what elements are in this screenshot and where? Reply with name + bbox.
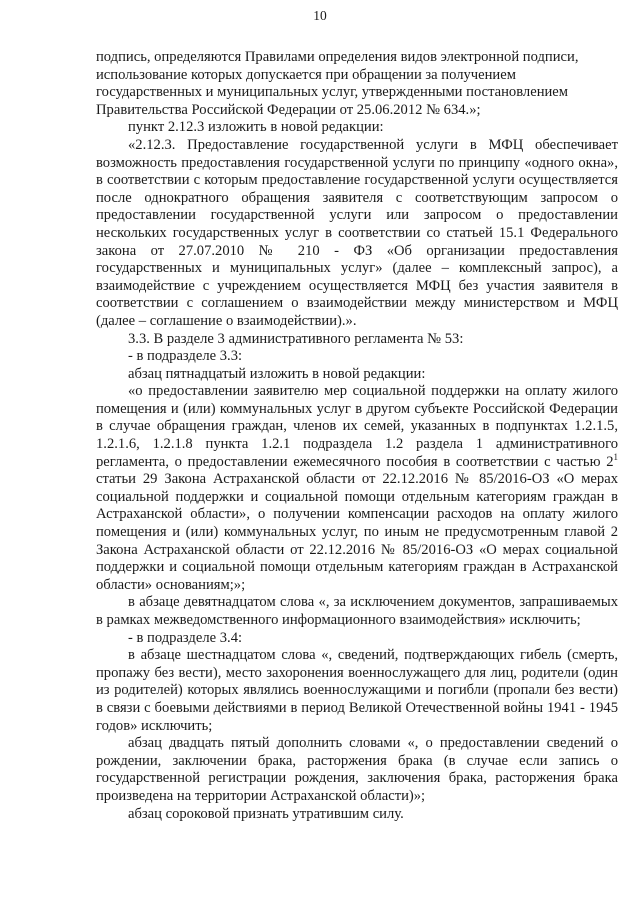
paragraph-12: абзац сороковой признать утратившим силу.: [128, 805, 404, 822]
paragraph-4: 3.3. В разделе 3 административного регламента № 53:: [128, 330, 464, 347]
paragraph-9: - в подразделе 3.4:: [128, 629, 243, 646]
paragraph-7-part-1: «о предоставлении заявителю мер социальной поддержки на оплату жилого помещения и (или) коммунальных услуг в другом субъекте Российской Федерации в случае обращения граждан, членов их семей, указанных в подпунктах 1.2.1.5, 1.2.1.6, 1.2.1.8 пункта 1.2.1 подраздела 1.2 раздела 1 административного регламента, о предоставлении ежемесячного пособия в соответствии с частью 2: [96, 383, 618, 470]
superscript-1: 1: [613, 451, 618, 462]
paragraph-3: «2.12.3. Предоставление государственной услуги в МФЦ обеспечивает возможность предоставления государственной услуги по принципу «одного окна», в соответствии с которым предоставление государственной услуги осуществляется после однократного обращения заявителя с соответствующим запросом о предоставлении государственной услуги или запросом о предоставлении нескольких государственных услуг в соответствии со статьей 15.1 Федерального закона от 27.07.2010 № 210 - ФЗ «Об организации предоставления государственных и муниципальных услуг» (далее – комплексный запрос), а взаимодействие с учреждением осуществляется МФЦ без участия заявителя в соответствии с соглашением о взаимодействии между министерством и МФЦ (далее – соглашение о взаимодействии).».: [96, 136, 618, 329]
page-number: 10: [313, 8, 327, 23]
paragraph-10: в абзаце шестнадцатом слова «, сведений, подтверждающих гибель (смерть, пропажу без вести), место захоронения военнослужащего для лиц, родители (один из родителей) которых являлись военнослужащими и погибли (пропали без вести) в связи с боевыми действиями в период Великой Отечественной войны 1941 - 1945 годов» исключить;: [96, 647, 618, 734]
paragraph-7: [96, 383, 618, 594]
document-body: [96, 49, 618, 823]
paragraph-7-part-2: статьи 29 Закона Астраханской области от 22.12.2016 № 85/2016-ОЗ «О мерах социальной поддержки и социальной помощи отдельным категориям граждан в Астраханской области», о получении компенсации расходов на оплату жилого помещения и (или) коммунальных услуг, по иным не предусмотренным главой 2 Закона Астраханской области от 22.12.2016 № 85/2016-ОЗ «О мерах социальной поддержки и социальной помощи отдельным категориям граждан в Астраханской области» основаниям;»;: [96, 471, 618, 593]
paragraph-5: - в подразделе 3.3:: [128, 348, 243, 365]
paragraph-6: абзац пятнадцатый изложить в новой редакции:: [128, 365, 426, 382]
paragraph-2: пункт 2.12.3 изложить в новой редакции:: [128, 119, 384, 136]
paragraph-8: в абзаце девятнадцатом слова «, за исключением документов, запрашиваемых в рамках межведомственного информационного взаимодействия» исключить;: [96, 594, 618, 628]
paragraph-11: абзац двадцать пятый дополнить словами «, о предоставлении сведений о рождении, заключении брака, расторжения брака (в случае если запись о государственной регистрации рождения, заключения брака, расторжения брака произведена на территории Астраханской области)»;: [96, 735, 618, 804]
paragraph-1: подпись, определяются Правилами определения видов электронной подписи, использование которых допускается при обращении за получением государственных и муниципальных услуг, утвержденными постановлением Правительства Российской Федерации от 25.06.2012 № 634.»;: [96, 49, 579, 118]
